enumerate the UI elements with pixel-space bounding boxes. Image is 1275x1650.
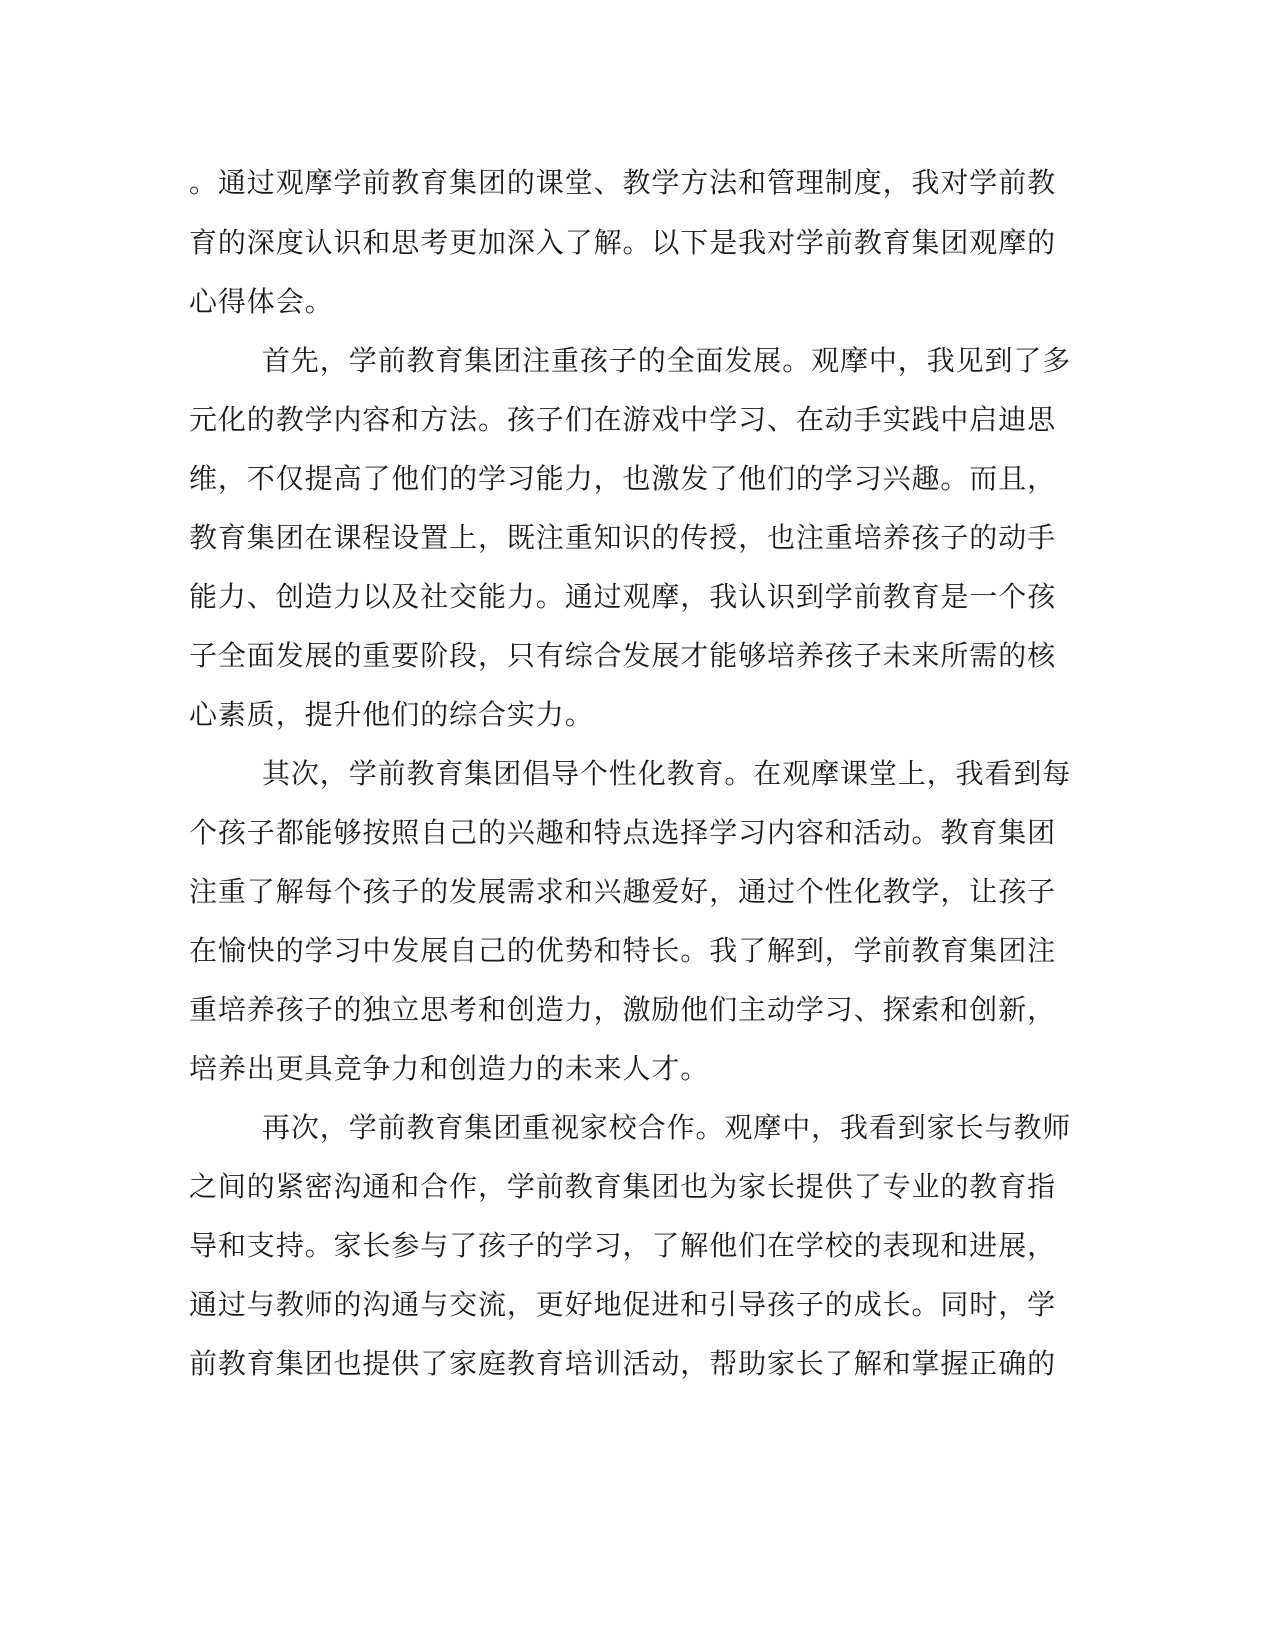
text-line: 育的深度认识和思考更加深入了解。以下是我对学前教育集团观摩的 xyxy=(189,226,1057,259)
text-line: 在愉快的学习中发展自己的优势和特长。我了解到，学前教育集团注 xyxy=(189,934,1057,967)
text-line: 前教育集团也提供了家庭教育培训活动，帮助家长了解和掌握正确的 xyxy=(189,1347,1057,1380)
text-line: 首先，学前教育集团注重孩子的全面发展。观摩中，我见到了多 xyxy=(262,344,1072,377)
text-line: 之间的紧密沟通和合作，学前教育集团也为家长提供了专业的教育指 xyxy=(189,1170,1057,1203)
text-line: 元化的教学内容和方法。孩子们在游戏中学习、在动手实践中启迪思 xyxy=(189,403,1057,436)
text-line: 重培养孩子的独立思考和创造力，激励他们主动学习、探索和创新， xyxy=(189,993,1057,1026)
text-line: 能力、创造力以及社交能力。通过观摩，我认识到学前教育是一个孩 xyxy=(189,580,1057,613)
text-line: 通过与教师的沟通与交流，更好地促进和引导孩子的成长。同时，学 xyxy=(189,1288,1057,1321)
text-line: 维，不仅提高了他们的学习能力，也激发了他们的学习兴趣。而且， xyxy=(189,462,1057,495)
text-line: 。通过观摩学前教育集团的课堂、教学方法和管理制度，我对学前教 xyxy=(189,166,1057,199)
text-line: 再次，学前教育集团重视家校合作。观摩中，我看到家长与教师 xyxy=(262,1111,1072,1144)
text-line: 心得体会。 xyxy=(189,285,334,318)
text-line: 导和支持。家长参与了孩子的学习，了解他们在学校的表现和进展， xyxy=(189,1229,1057,1262)
text-line: 子全面发展的重要阶段，只有综合发展才能够培养孩子未来所需的核 xyxy=(189,639,1057,672)
text-line: 个孩子都能够按照自己的兴趣和特点选择学习内容和活动。教育集团 xyxy=(189,816,1057,849)
text-line: 培养出更具竞争力和创造力的未来人才。 xyxy=(189,1052,710,1085)
text-line: 心素质，提升他们的综合实力。 xyxy=(189,698,594,731)
text-line: 其次，学前教育集团倡导个性化教育。在观摩课堂上，我看到每 xyxy=(262,757,1072,790)
text-line: 教育集团在课程设置上，既注重知识的传授，也注重培养孩子的动手 xyxy=(189,521,1057,554)
text-line: 注重了解每个孩子的发展需求和兴趣爱好，通过个性化教学，让孩子 xyxy=(189,875,1057,908)
